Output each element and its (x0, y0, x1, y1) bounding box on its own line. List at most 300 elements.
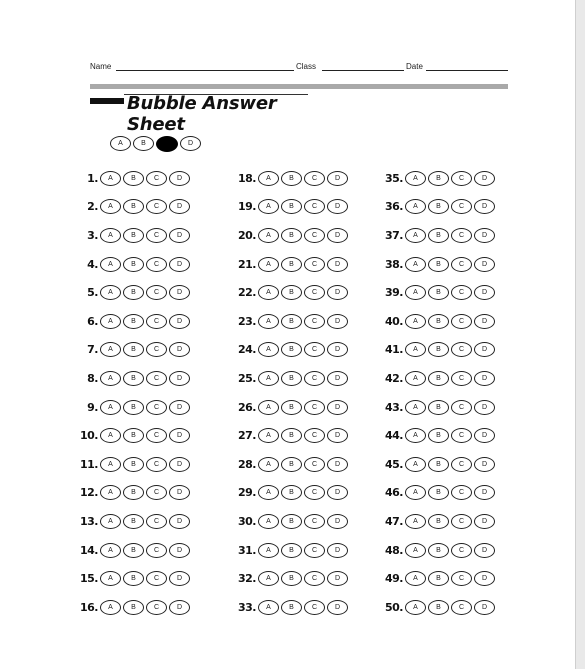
question-row (381, 421, 495, 450)
answer-bubble-group (258, 371, 348, 386)
question-row (234, 564, 348, 593)
answer-bubble-b[interactable]: B (123, 342, 144, 357)
question-row (234, 479, 348, 508)
answer-bubble-a[interactable]: A (100, 485, 121, 500)
question-row (381, 450, 495, 479)
answer-bubble-a[interactable]: A (258, 400, 279, 415)
answer-bubble-d[interactable]: D (327, 314, 348, 329)
answer-bubble-c[interactable]: C (451, 457, 472, 472)
question-row (381, 278, 495, 307)
answer-bubble-d[interactable]: D (169, 171, 190, 186)
answer-bubble-d[interactable]: D (474, 228, 495, 243)
question-row (234, 393, 348, 422)
answer-bubble-b[interactable]: B (281, 514, 302, 529)
question-row (381, 164, 495, 193)
answer-bubble-d[interactable]: D (327, 600, 348, 615)
answer-bubble-d[interactable]: D (474, 428, 495, 443)
answer-bubble-a[interactable]: A (100, 600, 121, 615)
answer-bubble-d[interactable]: D (474, 285, 495, 300)
answer-bubble-group (100, 600, 190, 615)
question-row (76, 393, 190, 422)
question-number: 23. (238, 314, 256, 328)
answer-bubble-c[interactable]: C (304, 285, 325, 300)
answer-bubble-b[interactable]: B (428, 600, 449, 615)
question-column-1 (76, 164, 190, 622)
answer-bubble-b[interactable]: B (428, 228, 449, 243)
answer-bubble-d[interactable]: D (327, 257, 348, 272)
question-column-3 (381, 164, 495, 622)
answer-bubble-c[interactable]: C (451, 485, 472, 500)
answer-bubble-d[interactable]: D (474, 400, 495, 415)
answer-bubble-a[interactable]: A (258, 457, 279, 472)
answer-bubble-c[interactable]: C (304, 257, 325, 272)
answer-bubble-a[interactable]: A (405, 571, 426, 586)
answer-bubble-b[interactable]: B (428, 514, 449, 529)
answer-bubble-b[interactable]: B (281, 485, 302, 500)
question-number: 14. (80, 543, 98, 557)
answer-bubble-c[interactable]: C (146, 342, 167, 357)
answer-bubble-a[interactable]: A (100, 514, 121, 529)
answer-bubble-a[interactable]: A (258, 600, 279, 615)
answer-bubble-d[interactable]: D (474, 314, 495, 329)
question-number: 4. (87, 257, 98, 271)
answer-bubble-a[interactable]: A (100, 400, 121, 415)
date-label: Date (406, 62, 423, 71)
answer-bubble-group (405, 485, 495, 500)
page-title: Bubble Answer Sheet (127, 93, 277, 135)
answer-bubble-group (100, 543, 190, 558)
question-row (76, 336, 190, 365)
answer-bubble-c[interactable]: C (304, 314, 325, 329)
answer-bubble-c[interactable]: C (304, 171, 325, 186)
answer-bubble-a[interactable]: A (405, 428, 426, 443)
answer-bubble-b[interactable]: B (428, 285, 449, 300)
answer-bubble-c[interactable]: C (146, 314, 167, 329)
answer-bubble-group (258, 199, 348, 214)
answer-bubble-d[interactable]: D (327, 457, 348, 472)
answer-bubble-c[interactable]: C (304, 600, 325, 615)
answer-bubble-d[interactable]: D (169, 257, 190, 272)
answer-bubble-d[interactable]: D (169, 600, 190, 615)
answer-bubble-d[interactable]: D (169, 543, 190, 558)
answer-bubble-group (405, 314, 495, 329)
question-row (381, 250, 495, 279)
answer-bubble-group (100, 485, 190, 500)
question-row (76, 164, 190, 193)
answer-bubble-a[interactable]: A (258, 228, 279, 243)
answer-bubble-d[interactable]: D (474, 342, 495, 357)
answer-bubble-group (258, 342, 348, 357)
answer-bubble-d[interactable]: D (474, 371, 495, 386)
answer-bubble-c[interactable]: C (146, 514, 167, 529)
answer-bubble-c[interactable]: C (304, 571, 325, 586)
answer-bubble-a[interactable]: A (405, 342, 426, 357)
answer-bubble-group (258, 428, 348, 443)
answer-bubble-c[interactable]: C (146, 485, 167, 500)
answer-bubble-c[interactable]: C (146, 571, 167, 586)
answer-bubble-a[interactable]: A (258, 171, 279, 186)
answer-bubble-a[interactable]: A (258, 371, 279, 386)
answer-bubble-b[interactable]: B (428, 171, 449, 186)
answer-bubble-b[interactable]: B (123, 171, 144, 186)
answer-bubble-b[interactable]: B (281, 171, 302, 186)
answer-bubble-c[interactable]: C (146, 428, 167, 443)
answer-bubble-a[interactable]: A (100, 571, 121, 586)
answer-bubble-c[interactable]: C (304, 199, 325, 214)
answer-bubble-d[interactable]: D (169, 342, 190, 357)
answer-bubble-d[interactable]: D (327, 199, 348, 214)
question-column-2 (234, 164, 348, 622)
answer-bubble-b[interactable]: B (281, 600, 302, 615)
answer-bubble-group (100, 571, 190, 586)
answer-bubble-d[interactable]: D (169, 485, 190, 500)
answer-bubble-d[interactable]: D (327, 543, 348, 558)
answer-bubble-group (100, 371, 190, 386)
answer-bubble-d[interactable]: D (169, 457, 190, 472)
answer-bubble-a[interactable]: A (100, 257, 121, 272)
answer-bubble-group (258, 285, 348, 300)
question-number: 25. (238, 371, 256, 385)
answer-bubble-group (405, 543, 495, 558)
answer-bubble-b[interactable]: B (428, 199, 449, 214)
name-field[interactable] (116, 70, 294, 71)
question-number: 26. (238, 400, 256, 414)
answer-bubble-a[interactable]: A (258, 257, 279, 272)
answer-bubble-b[interactable]: B (123, 457, 144, 472)
answer-bubble-c[interactable]: C (304, 400, 325, 415)
answer-bubble-c[interactable]: C (451, 514, 472, 529)
answer-bubble-a[interactable]: A (258, 543, 279, 558)
question-number: 38. (385, 257, 403, 271)
answer-bubble-a[interactable]: A (100, 543, 121, 558)
question-number: 41. (385, 343, 403, 357)
question-number: 31. (238, 543, 256, 557)
answer-bubble-a[interactable]: A (258, 571, 279, 586)
answer-bubble-d[interactable]: D (327, 400, 348, 415)
answer-bubble-b[interactable]: B (123, 228, 144, 243)
answer-bubble-c[interactable]: C (304, 514, 325, 529)
answer-bubble-b[interactable]: B (123, 371, 144, 386)
answer-bubble-c[interactable]: C (451, 285, 472, 300)
answer-bubble-a[interactable]: A (405, 543, 426, 558)
answer-bubble-d[interactable]: D (169, 571, 190, 586)
answer-bubble-d[interactable]: D (169, 371, 190, 386)
answer-bubble-b[interactable]: B (123, 285, 144, 300)
class-field[interactable] (322, 70, 404, 71)
answer-bubble-c[interactable]: C (451, 228, 472, 243)
answer-bubble-b[interactable]: B (281, 543, 302, 558)
answer-bubble-c[interactable]: C (451, 199, 472, 214)
answer-bubble-c[interactable]: C (146, 285, 167, 300)
answer-bubble-c[interactable]: C (451, 342, 472, 357)
answer-bubble-d[interactable]: D (327, 171, 348, 186)
answer-bubble-group (405, 428, 495, 443)
question-row (76, 536, 190, 565)
question-row (76, 564, 190, 593)
question-row (234, 364, 348, 393)
answer-bubble-a[interactable]: A (100, 457, 121, 472)
answer-bubble-d[interactable]: D (327, 428, 348, 443)
question-number: 29. (238, 486, 256, 500)
question-row (234, 250, 348, 279)
answer-bubble-group (405, 257, 495, 272)
answer-bubble-c[interactable]: C (451, 600, 472, 615)
example-bubble: A (110, 136, 131, 151)
answer-bubble-b[interactable]: B (428, 314, 449, 329)
answer-bubble-d[interactable]: D (474, 543, 495, 558)
answer-bubble-b[interactable]: B (123, 543, 144, 558)
question-row (234, 536, 348, 565)
answer-bubble-b[interactable]: B (428, 571, 449, 586)
answer-bubble-a[interactable]: A (100, 314, 121, 329)
answer-bubble-a[interactable]: A (100, 171, 121, 186)
answer-bubble-d[interactable]: D (327, 371, 348, 386)
name-label: Name (90, 62, 112, 71)
answer-bubble-d[interactable]: D (474, 199, 495, 214)
question-number: 42. (385, 371, 403, 385)
question-row (76, 593, 190, 622)
question-number: 50. (385, 600, 403, 614)
answer-bubble-c[interactable]: C (451, 543, 472, 558)
answer-bubble-a[interactable]: A (405, 371, 426, 386)
answer-bubble-group (100, 257, 190, 272)
answer-bubble-c[interactable]: C (146, 543, 167, 558)
answer-bubble-group (405, 285, 495, 300)
answer-bubble-c[interactable]: C (451, 371, 472, 386)
answer-bubble-b[interactable]: B (428, 371, 449, 386)
answer-bubble-c[interactable]: C (146, 257, 167, 272)
answer-bubble-a[interactable]: A (405, 171, 426, 186)
answer-bubble-d[interactable]: D (327, 228, 348, 243)
answer-bubble-b[interactable]: B (281, 371, 302, 386)
question-number: 22. (238, 286, 256, 300)
date-field[interactable] (426, 70, 508, 71)
answer-bubble-b[interactable]: B (281, 199, 302, 214)
answer-bubble-group (258, 600, 348, 615)
answer-bubble-c[interactable]: C (146, 171, 167, 186)
answer-bubble-b[interactable]: B (281, 400, 302, 415)
answer-bubble-b[interactable]: B (123, 514, 144, 529)
answer-bubble-d[interactable]: D (327, 514, 348, 529)
answer-bubble-c[interactable]: C (451, 257, 472, 272)
question-number: 15. (80, 572, 98, 586)
answer-bubble-c[interactable]: C (304, 485, 325, 500)
answer-bubble-group (258, 543, 348, 558)
answer-bubble-d[interactable]: D (169, 228, 190, 243)
question-row (234, 221, 348, 250)
question-number: 16. (80, 600, 98, 614)
example-filled-bubble (156, 136, 178, 152)
answer-bubble-a[interactable]: A (405, 457, 426, 472)
answer-bubble-a[interactable]: A (405, 514, 426, 529)
answer-bubble-c[interactable]: C (451, 428, 472, 443)
answer-bubble-b[interactable]: B (281, 314, 302, 329)
answer-bubble-a[interactable]: A (100, 342, 121, 357)
question-number: 1. (87, 171, 98, 185)
answer-bubble-group (405, 571, 495, 586)
answer-bubble-a[interactable]: A (100, 228, 121, 243)
answer-bubble-b[interactable]: B (123, 314, 144, 329)
answer-bubble-group (258, 228, 348, 243)
answer-bubble-d[interactable]: D (474, 457, 495, 472)
answer-bubble-a[interactable]: A (100, 371, 121, 386)
question-number: 49. (385, 572, 403, 586)
answer-bubble-c[interactable]: C (146, 400, 167, 415)
answer-bubble-a[interactable]: A (258, 342, 279, 357)
answer-bubble-b[interactable]: B (428, 342, 449, 357)
question-number: 30. (238, 514, 256, 528)
answer-bubble-group (100, 514, 190, 529)
question-row (381, 536, 495, 565)
answer-bubble-b[interactable]: B (281, 428, 302, 443)
answer-bubble-a[interactable]: A (258, 314, 279, 329)
answer-bubble-b[interactable]: B (281, 571, 302, 586)
question-number: 24. (238, 343, 256, 357)
answer-bubble-b[interactable]: B (281, 285, 302, 300)
answer-bubble-b[interactable]: B (123, 199, 144, 214)
header-divider (90, 84, 508, 89)
answer-bubble-d[interactable]: D (327, 485, 348, 500)
answer-bubble-a[interactable]: A (258, 485, 279, 500)
answer-bubble-c[interactable]: C (451, 171, 472, 186)
answer-bubble-group (100, 342, 190, 357)
answer-bubble-a[interactable]: A (258, 514, 279, 529)
answer-bubble-b[interactable]: B (123, 600, 144, 615)
answer-bubble-d[interactable]: D (169, 514, 190, 529)
answer-bubble-c[interactable]: C (451, 400, 472, 415)
answer-bubble-d[interactable]: D (474, 171, 495, 186)
answer-bubble-d[interactable]: D (474, 514, 495, 529)
answer-bubble-a[interactable]: A (405, 400, 426, 415)
answer-bubble-d[interactable]: D (169, 428, 190, 443)
question-number: 12. (80, 486, 98, 500)
answer-bubble-b[interactable]: B (123, 571, 144, 586)
answer-bubble-group (405, 342, 495, 357)
answer-bubble-a[interactable]: A (258, 199, 279, 214)
question-number: 36. (385, 200, 403, 214)
answer-bubble-b[interactable]: B (123, 485, 144, 500)
answer-bubble-group (405, 371, 495, 386)
answer-bubble-d[interactable]: D (474, 257, 495, 272)
answer-bubble-d[interactable]: D (169, 314, 190, 329)
answer-bubble-b[interactable]: B (428, 457, 449, 472)
answer-bubble-c[interactable]: C (146, 457, 167, 472)
example-bubble: D (180, 136, 201, 151)
answer-bubble-c[interactable]: C (451, 314, 472, 329)
answer-bubble-a[interactable]: A (405, 228, 426, 243)
answer-bubble-d[interactable]: D (169, 199, 190, 214)
answer-bubble-c[interactable]: C (304, 371, 325, 386)
question-row (234, 307, 348, 336)
answer-bubble-b[interactable]: B (428, 543, 449, 558)
answer-bubble-d[interactable]: D (327, 285, 348, 300)
question-row (234, 278, 348, 307)
question-number: 2. (87, 200, 98, 214)
answer-bubble-group (100, 400, 190, 415)
example-bubble: B (133, 136, 154, 151)
question-number: 45. (385, 457, 403, 471)
question-row (381, 364, 495, 393)
answer-bubble-c[interactable]: C (304, 228, 325, 243)
answer-bubble-c[interactable]: C (146, 600, 167, 615)
answer-bubble-a[interactable]: A (100, 285, 121, 300)
answer-bubble-c[interactable]: C (304, 428, 325, 443)
question-row (76, 450, 190, 479)
answer-bubble-a[interactable]: A (405, 199, 426, 214)
answer-bubble-a[interactable]: A (405, 600, 426, 615)
answer-bubble-d[interactable]: D (474, 485, 495, 500)
question-row (76, 479, 190, 508)
answer-bubble-group (258, 485, 348, 500)
example-bubbles (110, 136, 201, 152)
answer-bubble-b[interactable]: B (281, 457, 302, 472)
answer-bubble-c[interactable]: C (304, 457, 325, 472)
answer-bubble-b[interactable]: B (123, 400, 144, 415)
question-number: 43. (385, 400, 403, 414)
answer-bubble-b[interactable]: B (281, 257, 302, 272)
answer-bubble-d[interactable]: D (169, 285, 190, 300)
answer-bubble-d[interactable]: D (327, 342, 348, 357)
answer-bubble-b[interactable]: B (123, 428, 144, 443)
answer-bubble-c[interactable]: C (304, 543, 325, 558)
question-number: 20. (238, 228, 256, 242)
question-row (76, 250, 190, 279)
question-row (76, 221, 190, 250)
question-number: 19. (238, 200, 256, 214)
question-number: 21. (238, 257, 256, 271)
answer-bubble-a[interactable]: A (405, 257, 426, 272)
answer-bubble-group (405, 171, 495, 186)
question-number: 33. (238, 600, 256, 614)
answer-bubble-b[interactable]: B (281, 342, 302, 357)
answer-bubble-c[interactable]: C (304, 342, 325, 357)
answer-bubble-group (405, 400, 495, 415)
answer-bubble-c[interactable]: C (451, 571, 472, 586)
answer-bubble-b[interactable]: B (123, 257, 144, 272)
question-row (381, 564, 495, 593)
answer-bubble-a[interactable]: A (100, 428, 121, 443)
question-number: 5. (87, 286, 98, 300)
answer-bubble-group (258, 171, 348, 186)
answer-bubble-a[interactable]: A (405, 314, 426, 329)
answer-bubble-a[interactable]: A (405, 285, 426, 300)
question-row (234, 450, 348, 479)
answer-bubble-a[interactable]: A (258, 428, 279, 443)
question-number: 8. (87, 371, 98, 385)
answer-bubble-d[interactable]: D (474, 571, 495, 586)
answer-bubble-d[interactable]: D (327, 571, 348, 586)
question-number: 10. (80, 429, 98, 443)
answer-bubble-a[interactable]: A (100, 199, 121, 214)
question-row (381, 393, 495, 422)
answer-bubble-b[interactable]: B (428, 485, 449, 500)
question-number: 9. (87, 400, 98, 414)
answer-bubble-d[interactable]: D (474, 600, 495, 615)
answer-bubble-c[interactable]: C (146, 228, 167, 243)
question-row (381, 193, 495, 222)
answer-bubble-a[interactable]: A (405, 485, 426, 500)
answer-bubble-b[interactable]: B (428, 428, 449, 443)
answer-bubble-group (405, 600, 495, 615)
answer-bubble-b[interactable]: B (281, 228, 302, 243)
answer-bubble-d[interactable]: D (169, 400, 190, 415)
answer-bubble-c[interactable]: C (146, 199, 167, 214)
answer-bubble-b[interactable]: B (428, 257, 449, 272)
answer-bubble-group (405, 457, 495, 472)
answer-bubble-b[interactable]: B (428, 400, 449, 415)
answer-bubble-a[interactable]: A (258, 285, 279, 300)
answer-bubble-c[interactable]: C (146, 371, 167, 386)
